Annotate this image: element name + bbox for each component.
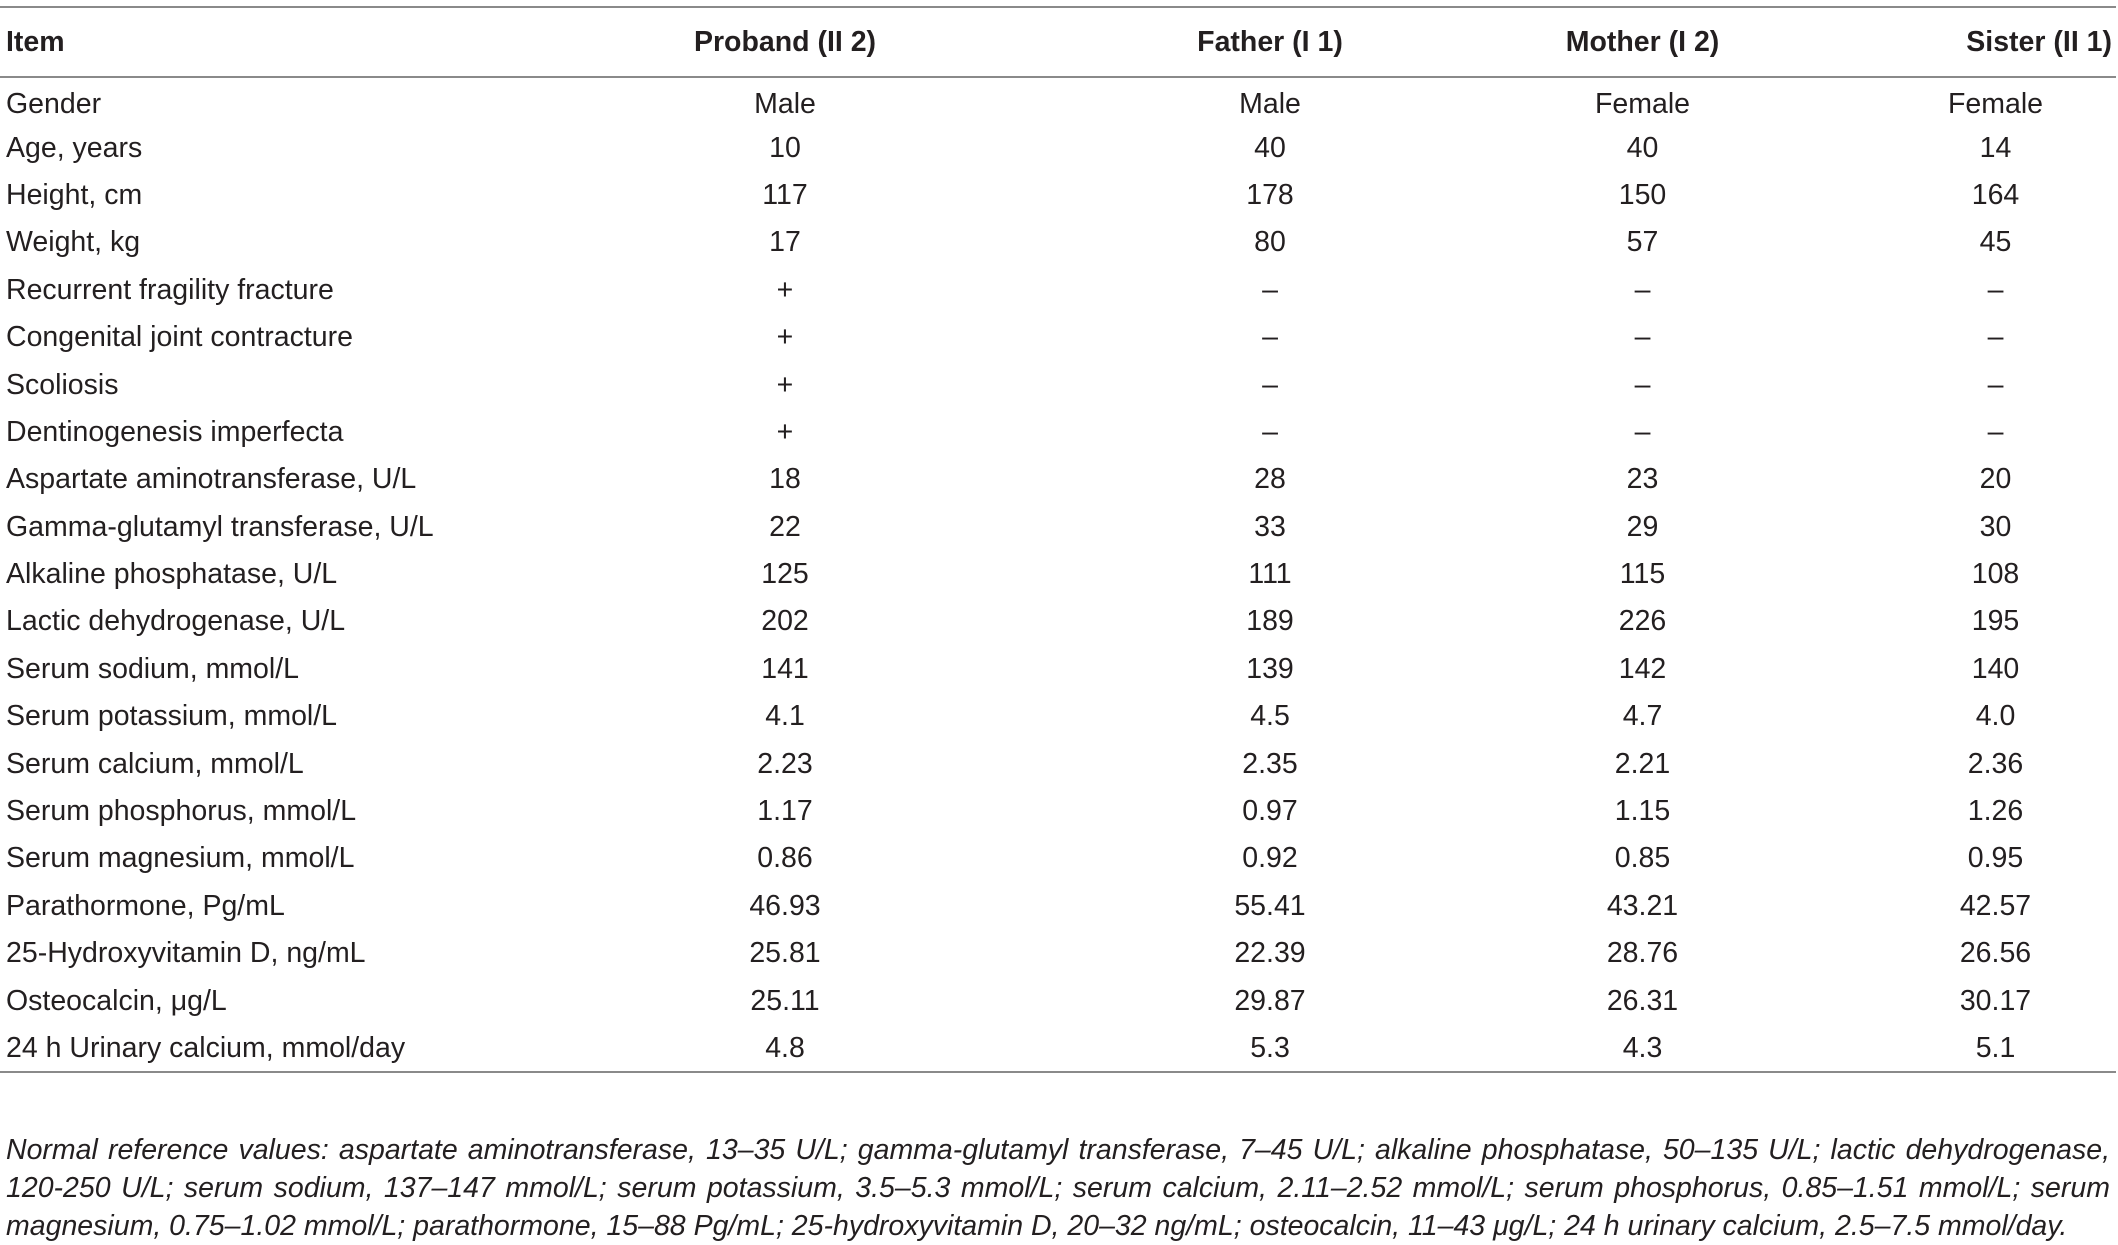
table-row bbox=[0, 409, 2116, 456]
table-row bbox=[0, 740, 2116, 787]
cell-item: Gamma-glutamyl transferase, U/L bbox=[6, 510, 434, 543]
table-row bbox=[0, 361, 2116, 408]
table-row bbox=[0, 267, 2116, 314]
cell-mother: 142 bbox=[1618, 652, 1667, 685]
cell-sister: 14 bbox=[1979, 131, 2012, 164]
cell-proband: 4.8 bbox=[620, 1025, 950, 1072]
cell-mother: – bbox=[1634, 415, 1651, 448]
cell-mother: 43.21 bbox=[1606, 889, 1679, 922]
cell-proband: 25.81 bbox=[749, 937, 821, 970]
cell-proband: 22 bbox=[769, 510, 801, 543]
cell-father: – bbox=[1262, 415, 1278, 448]
column-header-father: Father (I 1) bbox=[950, 7, 1480, 77]
cell-mother: 57 bbox=[1626, 226, 1659, 259]
cell-father: – bbox=[1262, 368, 1278, 401]
cell-item: Serum calcium, mmol/L bbox=[6, 747, 304, 780]
cell-mother: 28.76 bbox=[1606, 937, 1679, 970]
table-row bbox=[0, 456, 2116, 503]
table-row bbox=[0, 977, 2116, 1024]
cell-father: 28 bbox=[1254, 463, 1286, 496]
cell-item: Serum sodium, mmol/L bbox=[6, 652, 300, 685]
table-footnote: Normal reference values: aspartate aminotransferase, 13–35 U/L; gamma-glutamyl transferase, 7–45 U/L; alkaline phosphatase, 50–135 U/L; lactic dehydrogenase, 120-250 U/L; serum sodium, 137–147 mmol/L; serum potassium, 3.5–5.3 mmol/L; serum calcium, 2.11–2.52 mmol/L; serum phosphorus, 0.85–1.51 mmol/L; serum magnesium, 0.75–1.02 mmol/L; parathormone, 15–88 Pg/mL; 25-hydroxyvitamin D, 20–32 ng/mL; osteocalcin, 11–43 μg/L; 24 h urinary calcium, 2.5–7.5 mmol/day. bbox=[6, 1133, 2110, 1242]
cell-item: 25-Hydroxyvitamin D, ng/mL bbox=[6, 937, 366, 970]
cell-sister: – bbox=[1987, 273, 2004, 306]
table-row bbox=[0, 124, 2116, 171]
cell-father: 55.41 bbox=[1234, 889, 1306, 922]
cell-sister: Female bbox=[1947, 87, 2044, 120]
cell-sister: 1.26 bbox=[1967, 795, 2024, 828]
cell-father: 0.92 bbox=[1242, 842, 1298, 875]
cell-mother: – bbox=[1634, 368, 1651, 401]
cell-mother: 0.85 bbox=[1614, 842, 1671, 875]
cell-mother: 40 bbox=[1626, 131, 1659, 164]
cell-item: Parathormone, Pg/mL bbox=[6, 889, 285, 922]
cell-proband: 202 bbox=[761, 605, 809, 638]
cell-sister: 20 bbox=[1979, 463, 2012, 496]
column-header-sister: Sister (II 1) bbox=[1775, 7, 2116, 77]
cell-mother: Female bbox=[1594, 87, 1691, 120]
cell-mother: 4.3 bbox=[1480, 1025, 1775, 1072]
cell-mother: 1.15 bbox=[1614, 795, 1671, 828]
cell-father: Male bbox=[1239, 87, 1301, 120]
cell-father: 189 bbox=[1246, 605, 1294, 638]
cell-sister: – bbox=[1987, 321, 2004, 354]
cell-proband: 1.17 bbox=[757, 795, 813, 828]
cell-proband: 125 bbox=[761, 558, 809, 591]
cell-proband: 0.86 bbox=[757, 842, 813, 875]
table-row bbox=[0, 551, 2116, 598]
cell-sister: 30.17 bbox=[1959, 984, 2032, 1017]
cell-mother: – bbox=[1634, 321, 1651, 354]
cell-proband: 117 bbox=[762, 178, 808, 211]
table-body bbox=[0, 77, 2116, 1072]
cell-proband: 141 bbox=[761, 652, 809, 685]
cell-sister: 164 bbox=[1971, 178, 2020, 211]
cell-proband: 25.11 bbox=[750, 984, 820, 1017]
table-row bbox=[0, 172, 2116, 219]
table-row bbox=[0, 883, 2116, 930]
cell-sister: 195 bbox=[1971, 605, 2020, 638]
cell-proband: Male bbox=[754, 87, 816, 120]
cell-item: Congenital joint contracture bbox=[6, 321, 353, 354]
cell-proband: 10 bbox=[769, 131, 801, 164]
cell-proband: + bbox=[776, 415, 794, 448]
cell-item: Recurrent fragility fracture bbox=[6, 273, 334, 306]
table-row bbox=[0, 504, 2116, 551]
cell-father: 29.87 bbox=[1234, 984, 1306, 1017]
table-row bbox=[0, 314, 2116, 361]
cell-item: Gender bbox=[6, 87, 102, 120]
cell-father: 33 bbox=[1254, 510, 1286, 543]
cell-mother: 150 bbox=[1618, 178, 1667, 211]
cell-proband: 4.1 bbox=[765, 700, 805, 733]
cell-item: Scoliosis bbox=[6, 368, 119, 401]
cell-father: 111 bbox=[1248, 558, 1292, 591]
cell-mother: 26.31 bbox=[1606, 984, 1679, 1017]
cell-father: 5.3 bbox=[950, 1025, 1480, 1072]
cell-mother: 4.7 bbox=[1622, 700, 1663, 733]
cell-father: 40 bbox=[1254, 131, 1286, 164]
column-header-mother: Mother (I 2) bbox=[1480, 7, 1775, 77]
cell-sister: 42.57 bbox=[1959, 889, 2032, 922]
cell-sister: 2.36 bbox=[1967, 747, 2024, 780]
column-header-proband: Proband (II 2) bbox=[620, 7, 950, 77]
cell-father: 4.5 bbox=[1250, 700, 1290, 733]
clinical-data-table bbox=[0, 6, 2116, 1073]
column-header-item: Item bbox=[0, 7, 620, 77]
cell-mother: 29 bbox=[1626, 510, 1659, 543]
cell-item: Alkaline phosphatase, U/L bbox=[6, 558, 338, 591]
header-row bbox=[0, 7, 2116, 77]
cell-item: Serum phosphorus, mmol/L bbox=[6, 795, 357, 828]
table-row bbox=[0, 930, 2116, 977]
table-row bbox=[0, 598, 2116, 645]
table-row bbox=[0, 77, 2116, 124]
cell-mother: 2.21 bbox=[1614, 747, 1671, 780]
cell-sister: 4.0 bbox=[1975, 700, 2016, 733]
table-row bbox=[0, 835, 2116, 882]
cell-item: 24 h Urinary calcium, mmol/day bbox=[0, 1025, 620, 1072]
cell-father: – bbox=[1262, 321, 1278, 354]
cell-item: Serum potassium, mmol/L bbox=[6, 700, 338, 733]
cell-item: Height, cm bbox=[6, 178, 143, 211]
cell-father: 22.39 bbox=[1234, 937, 1306, 970]
cell-father: 178 bbox=[1246, 178, 1294, 211]
cell-mother: 226 bbox=[1618, 605, 1667, 638]
cell-father: 2.35 bbox=[1242, 747, 1298, 780]
table-row bbox=[0, 788, 2116, 835]
table-row bbox=[0, 693, 2116, 740]
table-row bbox=[0, 1025, 2116, 1072]
cell-proband: + bbox=[776, 368, 794, 401]
cell-father: 80 bbox=[1254, 226, 1286, 259]
cell-proband: 17 bbox=[769, 226, 801, 259]
cell-father: 0.97 bbox=[1242, 795, 1298, 828]
cell-item: Aspartate aminotransferase, U/L bbox=[6, 463, 417, 496]
cell-sister: – bbox=[1987, 415, 2004, 448]
cell-mother: – bbox=[1634, 273, 1651, 306]
cell-item: Osteocalcin, μg/L bbox=[6, 984, 227, 1017]
table-row bbox=[0, 646, 2116, 693]
cell-proband: 2.23 bbox=[757, 747, 813, 780]
cell-sister: 26.56 bbox=[1959, 937, 2032, 970]
cell-item: Age, years bbox=[6, 131, 143, 164]
cell-sister: – bbox=[1987, 368, 2004, 401]
cell-item: Lactic dehydrogenase, U/L bbox=[6, 605, 346, 638]
table-header bbox=[0, 7, 2116, 77]
cell-item: Weight, kg bbox=[6, 226, 141, 259]
cell-item: Dentinogenesis imperfecta bbox=[6, 415, 344, 448]
cell-sister: 45 bbox=[1979, 226, 2012, 259]
cell-proband: + bbox=[776, 273, 794, 306]
cell-proband: 46.93 bbox=[749, 889, 821, 922]
cell-father: 139 bbox=[1246, 652, 1294, 685]
cell-item: Serum magnesium, mmol/L bbox=[6, 842, 355, 875]
cell-sister: 5.1 bbox=[1775, 1025, 2116, 1072]
cell-father: – bbox=[1262, 273, 1278, 306]
cell-proband: 18 bbox=[769, 463, 801, 496]
cell-sister: 108 bbox=[1971, 558, 2020, 591]
cell-sister: 30 bbox=[1979, 510, 2012, 543]
cell-proband: + bbox=[776, 321, 794, 354]
cell-sister: 140 bbox=[1971, 652, 2020, 685]
cell-sister: 0.95 bbox=[1967, 842, 2024, 875]
table-row bbox=[0, 219, 2116, 266]
cell-mother: 115 bbox=[1619, 558, 1666, 591]
cell-mother: 23 bbox=[1626, 463, 1659, 496]
